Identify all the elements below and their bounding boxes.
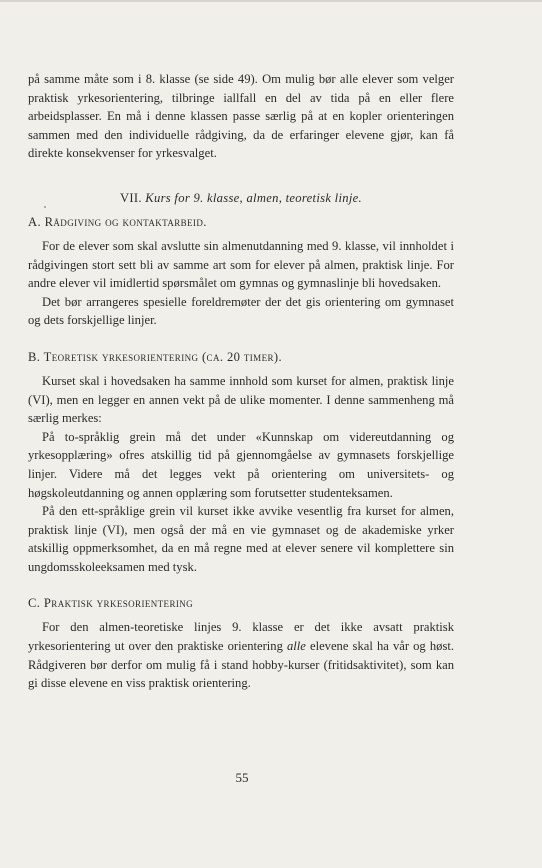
- section-a-paragraph-1: For de elever som skal avslutte sin almenutdanning med 9. klasse, vil innholdet i rådgivingen stort sett bli av samme art som for elever på almen, praktisk linje. For andre elever vil imidlertid spørsmålet om gymnas og gymnaslinje bli hovedsaken.: [28, 238, 454, 291]
- section-a-paragraph-2: Det bør arrangeres spesielle foreldremøter der det gis orientering om gymnaset og dets forskjellige linjer.: [28, 294, 454, 328]
- section-c-paragraph-1: [28, 618, 454, 692]
- chapter-number: VII.: [119, 190, 142, 205]
- section-c-text-before: For den almen-teoretiske linjes 9. klasse er det ikke avsatt praktisk yrkesorientering ut over den praktiske orientering: [28, 620, 454, 654]
- document-page: [28, 70, 454, 693]
- section-b-paragraph-1: Kurset skal i hovedsaken ha samme innhold som kurset for almen, praktisk linje (VI), men en legger en annen vekt på de ulike momenter. I denne sammenheng må særlig merkes:: [28, 373, 454, 426]
- section-b-heading: B. Teoretisk yrkesorientering (ca. 20 timer).: [28, 349, 283, 364]
- section-c-heading: C. Praktisk yrkesorientering: [28, 596, 194, 611]
- section-a-heading: A. Rådgiving og kontaktarbeid.: [28, 214, 207, 229]
- section-b-paragraph-2: På to-språklig grein må det under «Kunnskap om videreutdanning og yrkesopplæring» ofres atskillig tid på gjennomgåelse av gymnasets forskjellige linjer. Videre må det legges vekt på orientering om universitets- og høgskoleutdanning og annen opplæring som forutsetter studenteksamen.: [28, 429, 454, 500]
- section-c-text-after: elevene skal ha vår og høst. Rådgiveren bør derfor om mulig få i stand hobby-kurser (fritidsaktivitet), som kan gi disse elevene en viss praktisk orientering.: [28, 639, 454, 691]
- section-c-emphasis: alle: [286, 639, 306, 654]
- section-b-paragraph-3: På den ett-språklige grein vil kurset ikke avvike vesentlig fra kurset for almen, praktisk linje (VI), men også der må en vie gymnaset og de akademiske yrker atskillig oppmerksomhet, da en må regne med at elever senere vil komplettere sin ungdomsskoleeksamen med tysk.: [28, 504, 454, 574]
- intro-paragraph: på samme måte som i 8. klasse (se side 49). Om mulig bør alle elever som velger praktisk yrkesorientering, tilbringe iallfall en del av tida på en eller flere arbeidsplasser. En må i denne klassen passe særlig på at en kopler orienteringen sammen med den individuelle rådgiving, da de erfaringer elevene gjør, kan få direkte konsekvenser for yrkesvalget.: [28, 72, 454, 161]
- top-edge-shadow: [0, 0, 542, 2]
- chapter-title: Kurs for 9. klasse, almen, teoretisk linje.: [145, 190, 362, 205]
- chapter-heading: [28, 189, 454, 207]
- page-number: 55: [235, 770, 249, 785]
